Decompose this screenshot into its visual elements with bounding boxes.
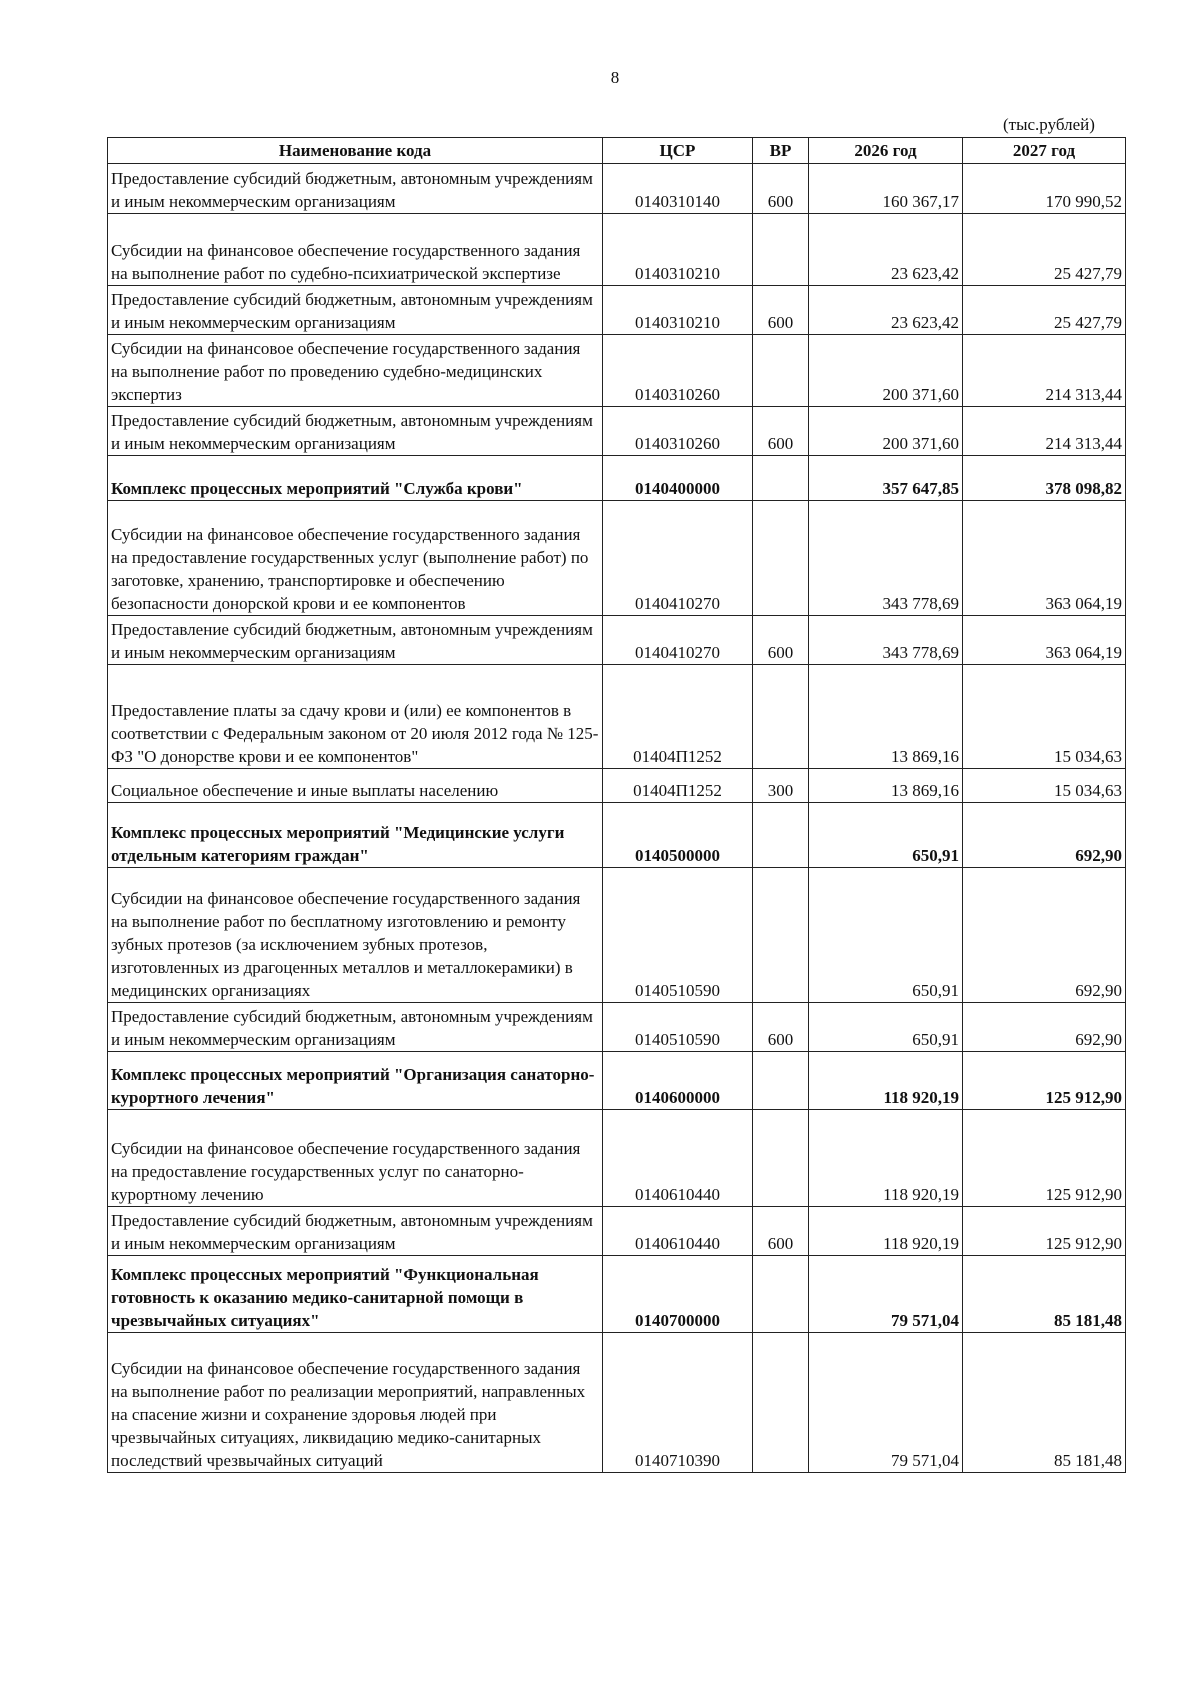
table-row — [108, 803, 1126, 868]
table-row — [108, 1333, 1126, 1473]
header-2027: 2027 год — [963, 138, 1126, 164]
row-value-2027: 125 912,90 — [963, 1207, 1126, 1256]
header-2026: 2026 год — [809, 138, 963, 164]
row-value-2026: 650,91 — [809, 1003, 963, 1052]
row-value-2026: 650,91 — [809, 868, 963, 1003]
table-row — [108, 501, 1126, 616]
row-vr: 600 — [753, 407, 809, 456]
row-vr — [753, 501, 809, 616]
units-label: (тыс.рублей) — [1003, 115, 1095, 134]
row-code: 0140310210 — [603, 214, 753, 286]
row-code: 0140310210 — [603, 286, 753, 335]
row-code: 0140510590 — [603, 868, 753, 1003]
row-code: 0140610440 — [603, 1207, 753, 1256]
row-value-2026: 357 647,85 — [809, 456, 963, 501]
row-value-2027: 214 313,44 — [963, 407, 1126, 456]
row-value-2026: 13 869,16 — [809, 769, 963, 803]
row-value-2026: 79 571,04 — [809, 1256, 963, 1333]
row-value-2026: 200 371,60 — [809, 407, 963, 456]
row-value-2027: 214 313,44 — [963, 335, 1126, 407]
row-name: Комплекс процессных мероприятий "Функциональная готовность к оказанию медико-санитарной помощи в чрезвычайных ситуациях" — [108, 1256, 603, 1333]
row-value-2026: 343 778,69 — [809, 616, 963, 665]
header-name: Наименование кода — [108, 138, 603, 164]
row-value-2027: 85 181,48 — [963, 1256, 1126, 1333]
row-code: 0140500000 — [603, 803, 753, 868]
row-value-2027: 692,90 — [963, 1003, 1126, 1052]
page-number: 8 — [610, 68, 620, 87]
table-row — [108, 407, 1126, 456]
row-vr: 600 — [753, 164, 809, 214]
table-row — [108, 1256, 1126, 1333]
row-value-2027: 25 427,79 — [963, 214, 1126, 286]
table-row — [108, 1207, 1126, 1256]
table-row — [108, 1003, 1126, 1052]
row-name: Комплекс процессных мероприятий "Служба крови" — [108, 456, 603, 501]
budget-table — [107, 137, 1126, 1473]
row-name: Предоставление субсидий бюджетным, автономным учреждениям и иным некоммерческим организациям — [108, 286, 603, 335]
table-row — [108, 1110, 1126, 1207]
row-code: 0140410270 — [603, 616, 753, 665]
table-row — [108, 164, 1126, 214]
row-code: 0140310260 — [603, 335, 753, 407]
row-value-2027: 85 181,48 — [963, 1333, 1126, 1473]
row-value-2027: 692,90 — [963, 868, 1126, 1003]
row-value-2026: 650,91 — [809, 803, 963, 868]
row-value-2026: 23 623,42 — [809, 214, 963, 286]
table-header-row — [108, 138, 1126, 164]
row-code: 0140410270 — [603, 501, 753, 616]
table-row — [108, 214, 1126, 286]
row-name: Комплекс процессных мероприятий "Медицинские услуги отдельным категориям граждан" — [108, 803, 603, 868]
row-vr — [753, 1052, 809, 1110]
row-vr: 300 — [753, 769, 809, 803]
row-vr — [753, 665, 809, 769]
row-code: 01404П1252 — [603, 769, 753, 803]
row-name: Субсидии на финансовое обеспечение государственного задания на выполнение работ по реализации мероприятий, направленных на спасение жизни и сохранение здоровья людей при чрезвычайных ситуациях, ликвидацию медико-санитарных последствий чрезвычайных ситуаций — [108, 1333, 603, 1473]
row-vr — [753, 214, 809, 286]
row-name: Субсидии на финансовое обеспечение государственного задания на выполнение работ по проведению судебно-медицинских экспертиз — [108, 335, 603, 407]
row-name: Предоставление субсидий бюджетным, автономным учреждениям и иным некоммерческим организациям — [108, 164, 603, 214]
row-name: Социальное обеспечение и иные выплаты населению — [108, 769, 603, 803]
row-vr: 600 — [753, 286, 809, 335]
row-name: Субсидии на финансовое обеспечение государственного задания на предоставление государственных услуг (выполнение работ) по заготовке, хранению, транспортировке и обеспечению безопасности донорской крови и ее компонентов — [108, 501, 603, 616]
table-row — [108, 286, 1126, 335]
row-vr — [753, 335, 809, 407]
row-vr: 600 — [753, 1207, 809, 1256]
row-code: 0140710390 — [603, 1333, 753, 1473]
row-name: Субсидии на финансовое обеспечение государственного задания на предоставление государственных услуг по санаторно-курортному лечению — [108, 1110, 603, 1207]
row-vr — [753, 1110, 809, 1207]
row-name: Предоставление субсидий бюджетным, автономным учреждениям и иным некоммерческим организациям — [108, 407, 603, 456]
table-body — [108, 164, 1126, 1473]
row-value-2027: 125 912,90 — [963, 1052, 1126, 1110]
table-row — [108, 456, 1126, 501]
row-name: Предоставление субсидий бюджетным, автономным учреждениям и иным некоммерческим организациям — [108, 1207, 603, 1256]
table-row — [108, 335, 1126, 407]
row-value-2026: 79 571,04 — [809, 1333, 963, 1473]
header-code: ЦСР — [603, 138, 753, 164]
row-value-2027: 170 990,52 — [963, 164, 1126, 214]
row-value-2027: 363 064,19 — [963, 501, 1126, 616]
row-vr — [753, 1256, 809, 1333]
row-name: Предоставление субсидий бюджетным, автономным учреждениям и иным некоммерческим организациям — [108, 616, 603, 665]
table-row — [108, 1052, 1126, 1110]
row-code: 0140400000 — [603, 456, 753, 501]
table-row — [108, 665, 1126, 769]
table-row — [108, 616, 1126, 665]
row-vr: 600 — [753, 616, 809, 665]
row-code: 0140610440 — [603, 1110, 753, 1207]
row-code: 0140310260 — [603, 407, 753, 456]
row-vr: 600 — [753, 1003, 809, 1052]
row-value-2026: 118 920,19 — [809, 1052, 963, 1110]
table-row — [108, 868, 1126, 1003]
row-name: Предоставление субсидий бюджетным, автономным учреждениям и иным некоммерческим организациям — [108, 1003, 603, 1052]
row-value-2027: 363 064,19 — [963, 616, 1126, 665]
table-row — [108, 769, 1126, 803]
row-name: Субсидии на финансовое обеспечение государственного задания на выполнение работ по судебно-психиатрической экспертизе — [108, 214, 603, 286]
row-value-2026: 13 869,16 — [809, 665, 963, 769]
row-vr — [753, 868, 809, 1003]
row-value-2027: 15 034,63 — [963, 665, 1126, 769]
row-code: 0140600000 — [603, 1052, 753, 1110]
row-name: Субсидии на финансовое обеспечение государственного задания на выполнение работ по бесплатному изготовлению и ремонту зубных протезов (за исключением зубных протезов, изготовленных из драгоценных металлов и металлокерамики) в медицинских организациях — [108, 868, 603, 1003]
row-name: Комплекс процессных мероприятий "Организация санаторно-курортного лечения" — [108, 1052, 603, 1110]
row-code: 0140700000 — [603, 1256, 753, 1333]
row-value-2027: 125 912,90 — [963, 1110, 1126, 1207]
row-value-2026: 200 371,60 — [809, 335, 963, 407]
row-vr — [753, 803, 809, 868]
row-value-2026: 118 920,19 — [809, 1110, 963, 1207]
row-code: 01404П1252 — [603, 665, 753, 769]
row-value-2027: 25 427,79 — [963, 286, 1126, 335]
row-code: 0140310140 — [603, 164, 753, 214]
row-value-2027: 378 098,82 — [963, 456, 1126, 501]
row-value-2027: 15 034,63 — [963, 769, 1126, 803]
row-code: 0140510590 — [603, 1003, 753, 1052]
row-name: Предоставление платы за сдачу крови и (или) ее компонентов в соответствии с Федеральным законом от 20 июля 2012 года № 125-ФЗ "О донорстве крови и ее компонентов" — [108, 665, 603, 769]
header-vr: ВР — [753, 138, 809, 164]
row-value-2026: 160 367,17 — [809, 164, 963, 214]
row-vr — [753, 1333, 809, 1473]
row-vr — [753, 456, 809, 501]
row-value-2026: 23 623,42 — [809, 286, 963, 335]
row-value-2026: 343 778,69 — [809, 501, 963, 616]
row-value-2026: 118 920,19 — [809, 1207, 963, 1256]
row-value-2027: 692,90 — [963, 803, 1126, 868]
